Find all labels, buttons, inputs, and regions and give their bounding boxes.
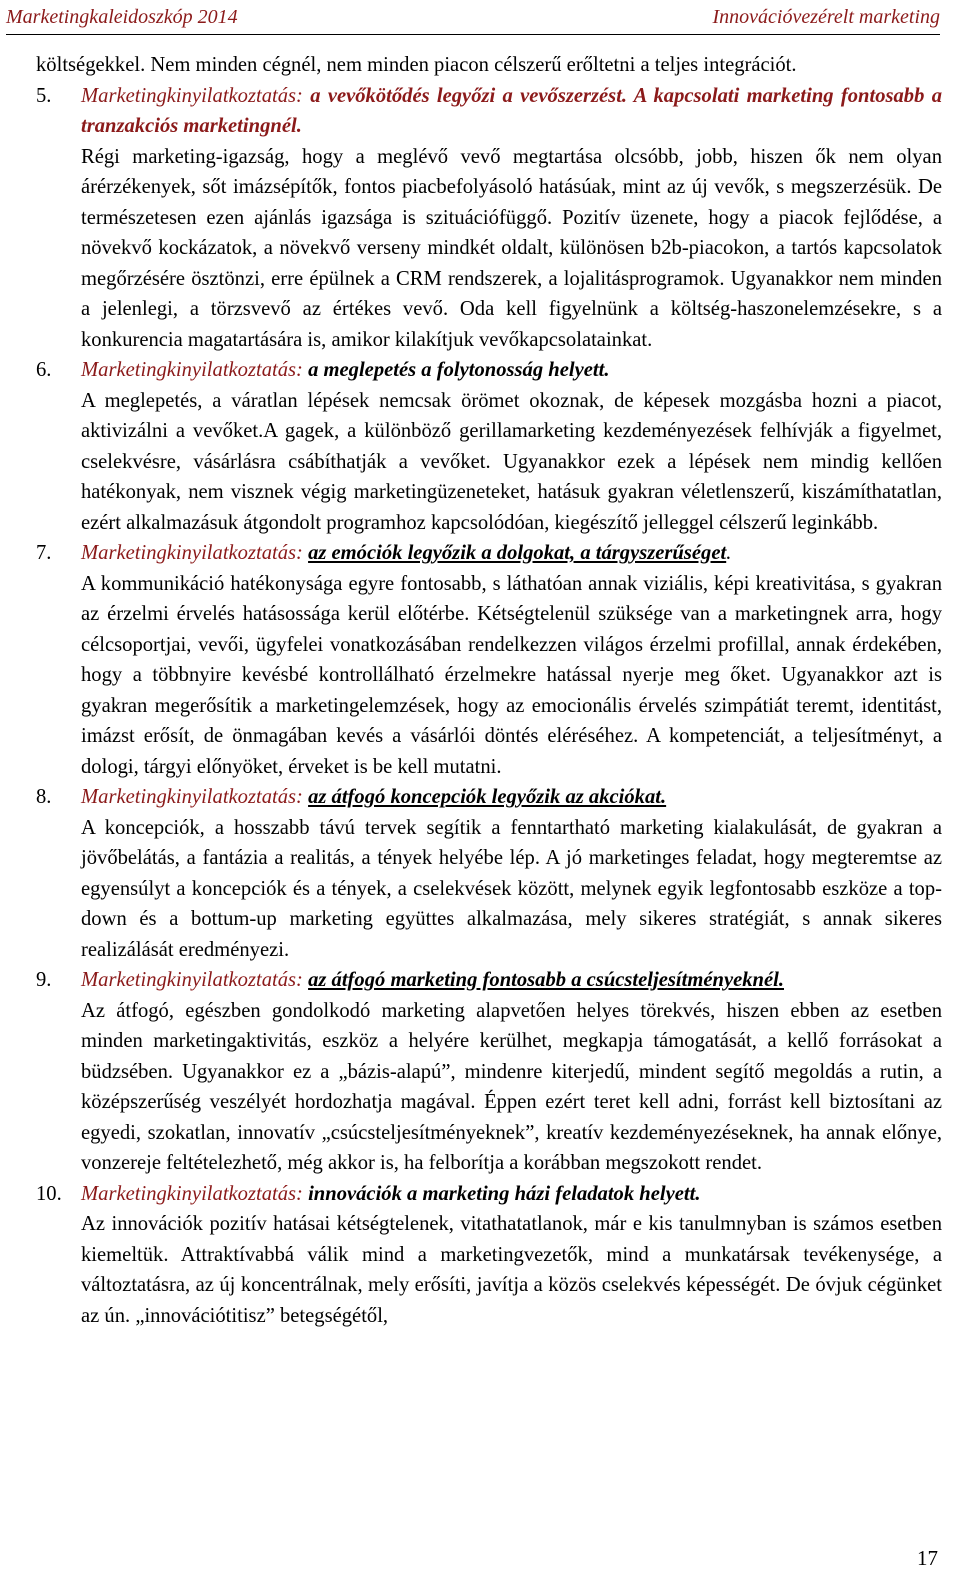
list-number: 5. [36, 84, 52, 107]
item-label: Marketingkinyilatkoztatás: [81, 1182, 303, 1205]
document-body [36, 50, 942, 1331]
list-number: 7. [36, 542, 52, 564]
item-title: a vevőkötődés legyőzi a vevőszerzést. A kapcsolati marketing fontosabb a tranzakciós marketingnél. [81, 84, 942, 137]
list-item-6 [36, 355, 942, 538]
item-body: A meglepetés, a váratlan lépések nemcsak örömet okoznak, de képesek mozgásba hozni a piacot, aktivizálni a vevőket.A gagek, a különböző gerillamarketing kezdeményezések felhívják a figyelmet, cselekvésre, vásárlásra csábíthatják a vevőket. Ugyanakkor ezek a lépések nem mindig kellően hatékonyak, nem visznek végig marketingüzeneteket, hatásuk gyakran véletlenszerű, kiszámíthatatlan, ezért alkalmazásuk átgondolt programhoz kapcsolódóan, kiegészítő jelleggel célszerű leginkább. [81, 389, 942, 534]
item-title: a meglepetés a folytonosság helyett. [308, 359, 610, 381]
item-body: Az átfogó, egészben gondolkodó marketing alapvetően helyes törekvés, hiszen ebben az esetben minden marketingaktivitás, eszköz a helyére kerülhet, megkapja támogatását, a kellő forrásokat a büdzsében. Ugyanakkor ez a „bázis-alapú”, mindenre kiterjedű, mindent segítő megoldás a rutin, a középszerűség veszélyét hordozhatja magával. Éppen ezért teret kell adni, forrást kell biztosítani az egyedi, szokatlan, innovatív „csúcsteljesítményeknek”, kreatív kezdeményezéseknek, ha annak előnye, vonzereje feltételezhető, még akkor is, ha felborítja a korábban megszokott rendet. [81, 999, 942, 1174]
page-number: 17 [917, 1546, 938, 1570]
item-title: az átfogó marketing fontosabb a csúcsteljesítményeknél. [308, 969, 784, 991]
list-item-5 [36, 81, 942, 356]
list-number: 8. [36, 786, 52, 808]
list-item-8 [36, 782, 942, 965]
list-number: 9. [36, 969, 52, 991]
header-left-title: Marketingkaleidoszkóp 2014 [6, 6, 238, 28]
list-item-7 [36, 538, 942, 782]
item-label: Marketingkinyilatkoztatás: [81, 84, 303, 107]
intro-paragraph: költségekkel. Nem minden cégnél, nem minden piacon célszerű erőltetni a teljes integrációt. [36, 54, 797, 76]
item-body: A kommunikáció hatékonysága egyre fontosabb, s láthatóan annak viziális, képi kreativitása, s gyakran az érzelmi érvelés hatásossága kerül előtérbe. Kétségtelenül szüksége van a marketingnek arra, hogy célcsoportjai, vevői, ügyfelei vonatkozásában rendelkezzen világos érzelmi profillal, annak érdekében, hogy a többnyire kevésbé kontrollálható érzelmekre hatással nyerje meg őket. Ugyanakkor azt is gyakran megerősítik a marketingelemzések, hogy az emocionális érvelés szimpátiát teremt, identitást, imázst erősít, de önmagában kevés a vásárlói döntés eléréséhez. A kompetenciát, a teljesítményt, a dologi, tárgyi előnyöket, érveket is be kell mutatni. [81, 572, 942, 778]
running-header [6, 0, 940, 35]
item-label: Marketingkinyilatkoztatás: [81, 969, 303, 991]
item-title: az emóciók legyőzik a dolgokat, a tárgyszerűséget [308, 542, 727, 564]
item-body: A koncepciók, a hosszabb távú tervek segítik a fenntartható marketing kialakulását, de gyakran a jövőbelátás, a fantázia a realitás, a tények helyébe lép. A jó marketinges feladat, hogy megteremtse az egyensúlyt a koncepciók és a tények, a cselekvések között, melynek egyik legfontosabb eszköze a top-down és a bottum-up marketing együttes alkalmazása, mely sikeres stratégiát, s annak sikeres realizálását eredményezi. [81, 816, 942, 961]
item-body: Az innovációk pozitív hatásai kétségtelenek, vitathatatlanok, már e kis tanulmnyban is számos esetben kiemeltük. Attraktívabbá válik mind a marketingvezetők, mind a munkatársak tevékenysége, a változtatásra, az új koncentrálnak, mely erősíti, javítja a közös cselekvés képességét. De óvjuk cégünket az ún. „innovációtitisz” betegségétől, [81, 1213, 942, 1327]
list-number: 10. [36, 1182, 62, 1205]
list-item-9 [36, 965, 942, 1179]
header-right-title: Innovációvezérelt marketing [712, 6, 940, 28]
item-title-end: . [726, 542, 732, 564]
item-title: az átfogó koncepciók legyőzik az akciókat. [308, 786, 667, 808]
item-title: innovációk a marketing házi feladatok helyett. [308, 1182, 701, 1205]
item-label: Marketingkinyilatkoztatás: [81, 359, 303, 381]
item-label: Marketingkinyilatkoztatás: [81, 542, 303, 564]
list-number: 6. [36, 359, 52, 381]
list-item-10 [36, 1179, 942, 1332]
item-label: Marketingkinyilatkoztatás: [81, 786, 303, 808]
item-body: Régi marketing-igazság, hogy a meglévő vevő megtartása olcsóbb, jobb, hiszen ők nem olyan árérzékenyek, sőt imázsépítők, fontos piacbefolyásoló hatásúak, mint az új vevők, s megszerzésük. De természetesen ezen ajánlás igazsága is szituációfüggő. Pozitív üzenete, hogy a piacok fejlődése, a növekvő kockázatok, a növekvő verseny mindkét oldalt, különösen b2b-piacokon, a tartós kapcsolatok megőrzésére ösztönzi, erre épülnek a CRM rendszerek, a lojalitásprogramok. Ugyanakkor nem minden a jelenlegi, a törzsvevő az értékes vevő. Oda kell figyelnünk a költség-haszonelemzésekre, s a konkurencia magatartására is, amikor kilakítjuk vevőkapcsolatainkat. [81, 145, 942, 351]
